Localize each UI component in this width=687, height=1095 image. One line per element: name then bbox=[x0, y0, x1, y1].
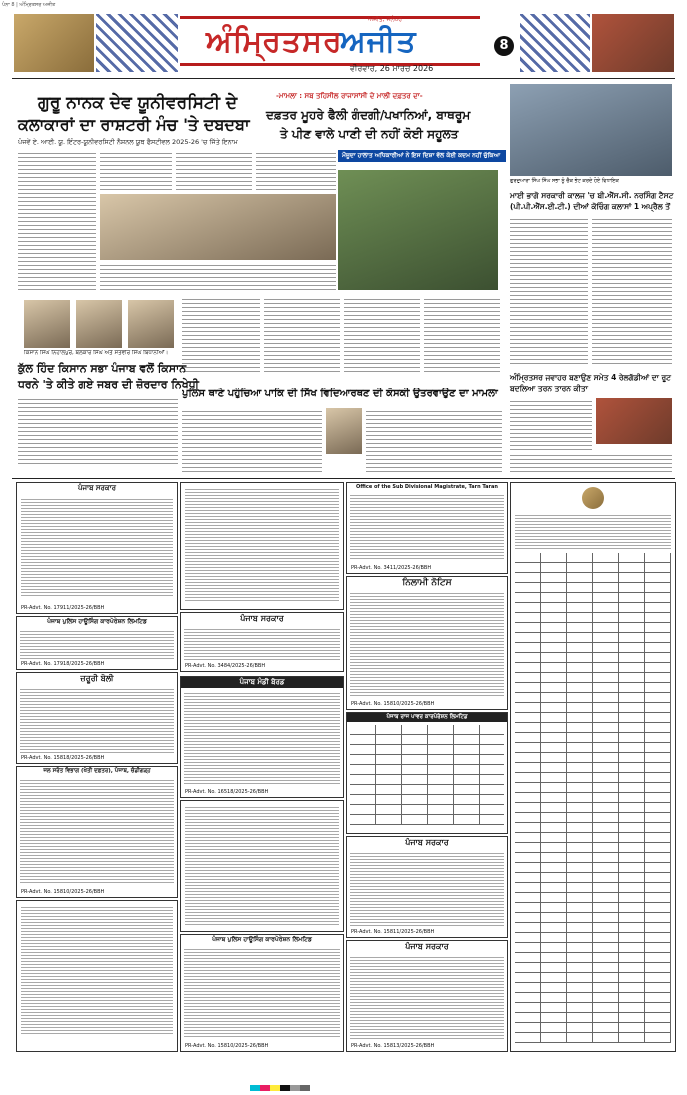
lead-headline-line2: ਕਲਾਕਾਰਾਂ ਦਾ ਰਾਸ਼ਟਰੀ ਮੰਚ 'ਤੇ ਦਬਦਬਾ bbox=[18, 115, 250, 134]
story-col-right-of-portraits bbox=[182, 296, 260, 372]
ad-title-10: ਪੰਜਾਬ ਪੁਲਿਸ ਹਾਊਸਿੰਗ ਕਾਰਪੋਰੇਸ਼ਨ ਲਿਮਟਿਡ bbox=[212, 936, 312, 943]
ad-body-3 bbox=[20, 687, 174, 753]
lead-headline-line1: ਗੁਰੂ ਨਾਨਕ ਦੇਵ ਯੂਨੀਵਰਸਿਟੀ ਦੇ bbox=[38, 93, 238, 113]
student-body-2 bbox=[366, 408, 502, 474]
ad-pr-3: PR-Advt. No. 15818/2025-26/BBH bbox=[21, 755, 105, 761]
ad-title-12: ਨਿਲਾਮੀ ਨੋਟਿਸ bbox=[402, 578, 452, 588]
ad-body-12 bbox=[350, 591, 504, 697]
trains-body-2 bbox=[510, 452, 672, 474]
student-photo bbox=[326, 408, 362, 454]
ad-box-14 bbox=[346, 836, 508, 938]
ad-table-13 bbox=[350, 725, 504, 825]
ad-box-11 bbox=[346, 482, 508, 574]
masthead-date: ਵੀਰਵਾਰ, 26 ਮਾਰਚ 2026 bbox=[350, 64, 434, 73]
student-body-1 bbox=[182, 408, 322, 474]
ad-body-5 bbox=[21, 905, 173, 1035]
ad-pr-11: PR-Advt. No. 3411/2025-26/BBH bbox=[351, 565, 432, 571]
right-headline-line1: ਦਫ਼ਤਰ ਮੂਹਰੇ ਫੈਲੀ ਗੰਦਗੀ/ਪਖਾਨਿਆਂ, ਬਾਥਰੂਮ bbox=[266, 108, 471, 122]
tender-table-cols bbox=[515, 553, 671, 1043]
masthead-logo-ajit: ਅਜੀਤ bbox=[340, 24, 417, 59]
nursing-body-col1 bbox=[510, 216, 588, 366]
ad-box-10 bbox=[180, 934, 344, 1052]
ad-box-16 bbox=[510, 482, 676, 1052]
ad-box-3 bbox=[16, 672, 178, 764]
train-photo bbox=[596, 398, 672, 444]
masthead-pattern-right bbox=[520, 14, 590, 72]
ad-box-1 bbox=[16, 482, 178, 614]
ad-title-2: ਪੰਜਾਬ ਪੁਲਿਸ ਹਾਊਸਿੰਗ ਕਾਰਪੋਰੇਸ਼ਨ ਲਿਮਟਿਡ bbox=[47, 618, 147, 625]
masthead-rule bbox=[12, 78, 675, 79]
right-body-3 bbox=[424, 296, 500, 372]
portrait-1 bbox=[24, 300, 70, 348]
ad-title-15: ਪੰਜਾਬ ਸਰਕਾਰ bbox=[405, 942, 449, 951]
ad-body-10 bbox=[184, 947, 340, 1037]
ad-pr-14: PR-Advt. No. 15811/2025-26/BBH bbox=[351, 929, 435, 935]
ad-body-7 bbox=[184, 627, 340, 661]
officials-photo bbox=[510, 84, 672, 176]
officials-caption: ਗੁਰਦੁਆਰਾ ਸਿੰਘ ਸਿੰਘ ਸਭਾ ਨੂੰ ਚੈੱਕ ਭੇਟ ਕਰਦੇ ਹੋਏ ਵਿਧਾਇਕ bbox=[510, 178, 619, 184]
lead-subline: ਪੰਜਵੇਂ ਏ. ਆਈ. ਯੂ. ਇੰਟਰ-ਯੂਨੀਵਰਸਿਟੀ ਨੈਸ਼ਨਲ ਯੂਥ ਫੈਸਟੀਵਲ 2025-26 'ਚ ਜਿੱਤੇ ਇਨਾਮ bbox=[18, 138, 238, 146]
portraits-caption: ਕਿਸਾਨ ਸਿੰਘ ਨਿਹਾਲਪੁਰ, ਬਲਕਾਰ ਸਿੰਘ ਅਤੇ ਸਤਵੀਰ ਸਿੰਘ ਬਿਧਾਨੀਆਂ। bbox=[24, 350, 169, 356]
ad-title-3: ਜ਼ਰੂਰੀ ਬੋਲੀ bbox=[80, 674, 114, 683]
ad-body-9 bbox=[185, 805, 339, 925]
ad-body-4 bbox=[20, 778, 174, 884]
lead-body-col3 bbox=[176, 150, 252, 190]
print-strip bbox=[0, 0, 687, 12]
tender-table bbox=[515, 553, 671, 1043]
lead-body-col1 bbox=[18, 150, 96, 290]
masthead-pattern-left bbox=[96, 14, 178, 72]
ad-title-14: ਪੰਜਾਬ ਸਰਕਾਰ bbox=[405, 838, 449, 847]
ad-title-11: Office of the Sub Divisional Magistrate, Tarn Taran bbox=[356, 484, 498, 490]
farmers-body bbox=[18, 396, 178, 466]
ad-title-1: ਪੰਜਾਬ ਸਰਕਾਰ bbox=[77, 484, 116, 492]
nursing-headline: ਮਾਈ ਭਾਗੋ ਸਰਕਾਰੀ ਕਾਲਜ 'ਚ ਬੀ.ਐੱਸ.ਸੀ. ਨਰਸਿੰਗ ਟੈਸਟ (ਪੀ.ਪੀ.ਐੱਸ.ਈ.ਟੀ.) ਦੀਆਂ ਕੋਚਿੰਗ ਕਲਾਸਾਂ 1 ਅਪ੍ਰੈਲ ਤੋਂ bbox=[510, 191, 674, 211]
ad-box-13 bbox=[346, 712, 508, 834]
ad-pr-4: PR-Advt. No. 15810/2025-26/BBH bbox=[21, 889, 105, 895]
ad-box-7 bbox=[180, 612, 344, 672]
farmers-headline-line2: ਧਰਨੇ 'ਤੇ ਕੀਤੇ ਗਏ ਜਬਰ ਦੀ ਜ਼ੋਰਦਾਰ ਨਿਖੇਧੀ bbox=[18, 378, 199, 391]
lead-group-photo bbox=[100, 194, 336, 260]
ad-box-6 bbox=[180, 482, 344, 610]
ad-pr-15: PR-Advt. No. 15813/2025-26/BBH bbox=[351, 1043, 435, 1049]
ad-title-8: ਪੰਜਾਬ ਮੰਡੀ ਬੋਰਡ bbox=[181, 677, 343, 688]
ad-body-1 bbox=[21, 497, 173, 597]
student-headline: ਪੁਲਿਸ ਥਾਣੇ ਪਹੁੰਚਿਆ ਪਾਕਿ ਦੀ ਸਿੱਖ ਵਿਦਿਆਰਥਣ ਦੀ ਕੋਸਕੀ ਉਤਰਵਾਉਣ ਦਾ ਮਾਮਲਾ bbox=[182, 388, 498, 399]
ad-pr-2: PR-Advt. No. 17918/2025-26/BBH bbox=[21, 661, 105, 667]
ad-title-7: ਪੰਜਾਬ ਸਰਕਾਰ bbox=[240, 614, 284, 623]
print-strip-text: ਪੰਨਾ 8 | ਅੰਮ੍ਰਿਤਸਰ ਅਜੀਤ bbox=[2, 2, 56, 8]
ad-body-11 bbox=[350, 493, 504, 561]
trains-body bbox=[510, 398, 592, 450]
ad-pr-8: PR-Advt. No. 16518/2025-26/BBH bbox=[185, 789, 269, 795]
ad-body-8 bbox=[184, 691, 340, 785]
ad-pr-12: PR-Advt. No. 15810/2025-26/BBH bbox=[351, 701, 435, 707]
ad-box-12 bbox=[346, 576, 508, 710]
ad-box-2 bbox=[16, 616, 178, 670]
ad-pr-7: PR-Advt. No. 3484/2025-26/BBH bbox=[185, 663, 266, 669]
page-number: 8 bbox=[494, 36, 514, 56]
ad-box-9 bbox=[180, 800, 344, 932]
ad-table-13-cols bbox=[350, 725, 504, 825]
ad-title-4: ਜਲ ਸਰੋਤ ਵਿਭਾਗ (ਖੇਤੀ ਦਫ਼ਤਰ), ਪੰਜਾਬ, ਚੰਡੀਗੜ੍ਹ bbox=[43, 768, 151, 774]
ad-box-4 bbox=[16, 766, 178, 898]
ad-body-16 bbox=[515, 513, 671, 549]
right-body-2 bbox=[344, 296, 420, 372]
ad-body-14 bbox=[350, 851, 504, 927]
ad-body-2 bbox=[20, 629, 174, 659]
ad-box-8 bbox=[180, 676, 344, 798]
ad-box-15 bbox=[346, 940, 508, 1052]
lead-body-col4 bbox=[256, 150, 336, 190]
ad-body-6 bbox=[185, 487, 339, 601]
portrait-3 bbox=[128, 300, 174, 348]
print-color-bar bbox=[250, 1076, 310, 1095]
golden-temple-image bbox=[14, 14, 94, 72]
ad-title-13: ਪੰਜਾਬ ਰਾਜ ਪਾਵਰ ਕਾਰਪੋਰੇਸ਼ਨ ਲਿਮਟਿਡ bbox=[347, 713, 507, 722]
farmers-headline-line1: ਕੁੱਲ ਹਿੰਦ ਕਿਸਾਨ ਸਭਾ ਪੰਜਾਬ ਵਲੋਂ ਕਿਸਾਨ bbox=[18, 362, 187, 375]
trains-headline: ਅੰਮ੍ਰਿਤਸਰ ਜਵਾਹਰ ਬਣਾਉਣ ਸਮੇਤ 4 ਰੇਲਗੱਡੀਆਂ ਦਾ ਰੂਟ ਬਦਲਿਆ ਤਰਨ ਤਾਰਨ ਕੀਤਾ bbox=[510, 373, 671, 393]
ads-divider bbox=[12, 478, 675, 479]
ad-pr-1: PR-Advt. No. 17911/2025-26/BBH bbox=[21, 605, 105, 611]
ad-body-15 bbox=[350, 955, 504, 1041]
heritage-building-image bbox=[592, 14, 674, 72]
masthead-place: ਅਜੀਤ, ਜਲੰਧਰ bbox=[368, 16, 403, 23]
lead-photo-caption bbox=[100, 262, 336, 292]
right-band: ਮੌਜੂਦਾ ਹਾਲਾਤ ਅਧਿਕਾਰੀਆਂ ਨੇ ਇਸ ਦਿਸ਼ਾ ਵੱਲ ਕੋਈ ਕਦਮ ਨਹੀਂ ਚੁੱਕਿਆ bbox=[338, 150, 506, 162]
masthead-logo-amritsar: ਅੰਮ੍ਰਿਤਸਰ bbox=[206, 24, 343, 59]
ad-pr-10: PR-Advt. No. 15810/2025-26/BBH bbox=[185, 1043, 269, 1049]
garbage-photo bbox=[338, 170, 498, 290]
right-headline-line2: ਤੇ ਪੀਣ ਵਾਲੇ ਪਾਣੀ ਦੀ ਨਹੀਂ ਕੋਈ ਸਹੂਲਤ bbox=[280, 127, 459, 141]
lead-body-col2 bbox=[100, 150, 172, 190]
nursing-body-col2 bbox=[592, 216, 672, 366]
emblem-seal bbox=[582, 487, 604, 509]
right-body-1 bbox=[270, 296, 340, 372]
portrait-2 bbox=[76, 300, 122, 348]
ad-box-5 bbox=[16, 900, 178, 1052]
right-kicker: -ਮਾਮਲਾ : ਸਬ ਤਹਿਸੀਲ ਰਾਜਾਸਾਂਸੀ ਦੇ ਮਾਲੀ ਦਫ਼ਤਰ ਦਾ- bbox=[276, 92, 423, 100]
